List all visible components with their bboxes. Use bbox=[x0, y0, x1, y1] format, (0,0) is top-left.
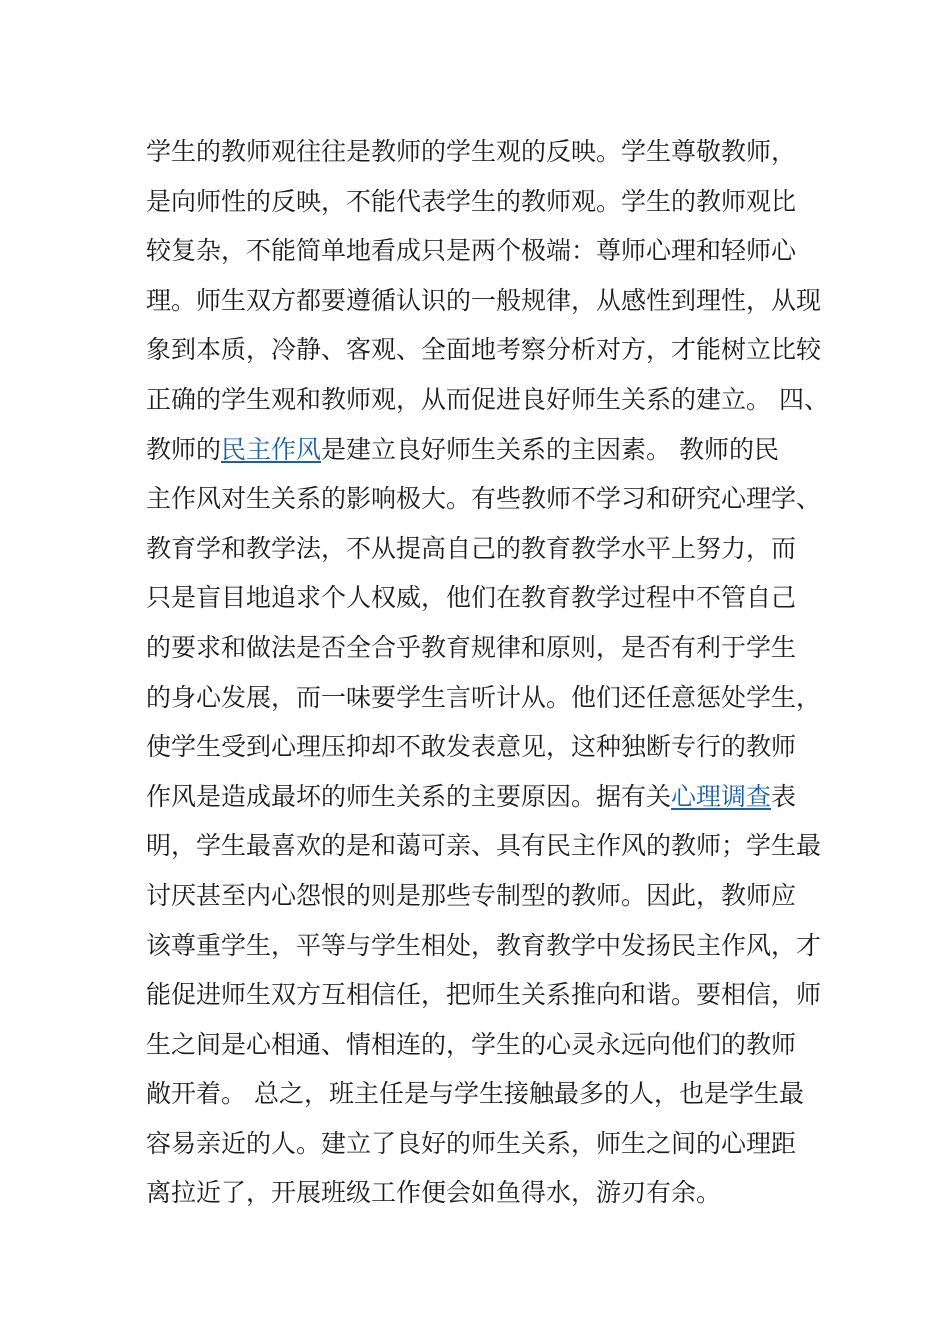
link-psychology-survey[interactable]: 心理调查 bbox=[671, 781, 772, 811]
text-line-20: 敞开着。 总之，班主任是与学生接触最多的人，也是学生最 bbox=[146, 1079, 804, 1109]
text-line-8: 主作风对生关系的影响极大。有些教师不学习和研究心理学、 bbox=[146, 484, 822, 514]
text-line-12: 的身心发展，而一味要学生言听计从。他们还任意惩处学生， bbox=[146, 682, 822, 712]
text-line-11: 的要求和做法是否全合乎教育规律和原则，是否有利于学生 bbox=[146, 632, 797, 662]
text-line-6: 正确的学生观和教师观，从而促进良好师生关系的建立。 四、 bbox=[146, 384, 829, 414]
text-line-7: 教师的民主作风是建立良好师生关系的主因素。 教师的民 bbox=[146, 434, 779, 464]
text-line-19: 生之间是心相通、情相连的，学生的心灵永远向他们的教师 bbox=[146, 1029, 797, 1059]
text-line-22: 离拉近了，开展班级工作便会如鱼得水，游刃有余。 bbox=[146, 1178, 722, 1208]
text-line-1: 学生的教师观往往是教师的学生观的反映。学生尊敬教师， bbox=[146, 137, 797, 166]
body-paragraph bbox=[146, 127, 836, 1218]
text-line-4: 理。师生双方都要遵循认识的一般规律，从感性到理性，从现 bbox=[146, 285, 822, 315]
text-line-14: 作风是造成最坏的师生关系的主要原因。据有关心理调查表 bbox=[146, 781, 797, 811]
text-line-17: 该尊重学生，平等与学生相处，教育教学中发扬民主作风，才 bbox=[146, 930, 822, 960]
text-line-15: 明，学生最喜欢的是和蔼可亲、具有民主作风的教师；学生最 bbox=[146, 831, 822, 861]
text-line-10: 只是盲目地追求个人权威，他们在教育教学过程中不管自己 bbox=[146, 583, 797, 613]
text-line-18: 能促进师生双方互相信任，把师生关系推向和谐。要相信，师 bbox=[146, 980, 822, 1010]
text-line-2: 是向师性的反映，不能代表学生的教师观。学生的教师观比 bbox=[146, 186, 797, 216]
text-line-13: 使学生受到心理压抑却不敢发表意见，这种独断专行的教师 bbox=[146, 732, 797, 762]
text-line-21: 容易亲近的人。建立了良好的师生关系，师生之间的心理距 bbox=[146, 1128, 797, 1158]
text-line-3: 较复杂，不能简单地看成只是两个极端：尊师心理和轻师心 bbox=[146, 236, 797, 266]
text-line-5: 象到本质，冷静、客观、全面地考察分析对方，才能树立比较 bbox=[146, 335, 822, 365]
text-line-9: 教育学和教学法，不从提高自己的教育教学水平上努力，而 bbox=[146, 533, 797, 563]
text-line-16: 讨厌甚至内心怨恨的则是那些专制型的教师。因此，教师应 bbox=[146, 880, 797, 910]
link-democratic-style[interactable]: 民主作风 bbox=[221, 434, 322, 464]
